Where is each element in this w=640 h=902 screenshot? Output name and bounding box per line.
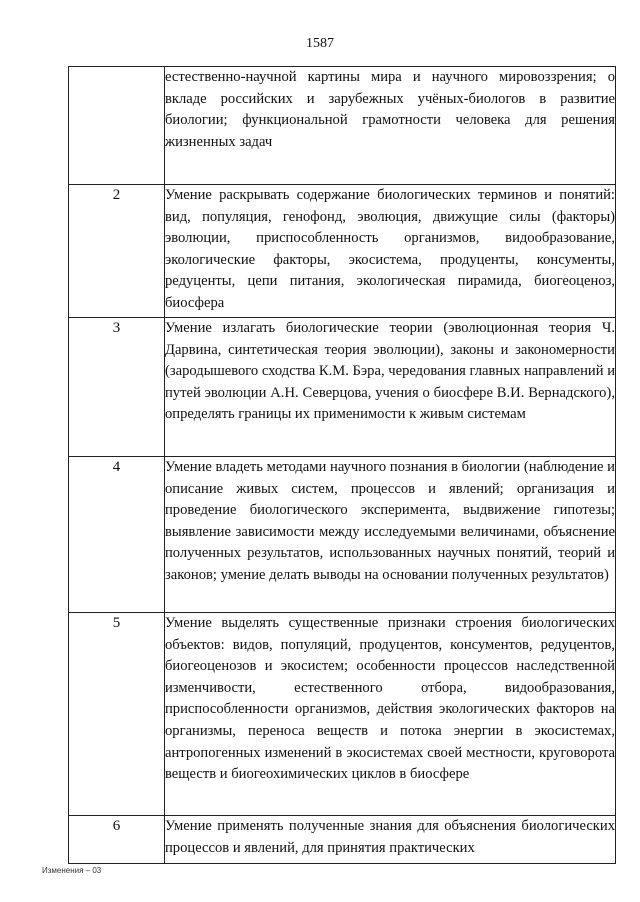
- table-row: [69, 67, 616, 185]
- row-text: Умение раскрывать содержание биологических терминов и понятий: вид, популяция, генофонд, эволюция, движущие силы (факторы) эволюции, приспособленность организмов, видообразование, экологические факторы, экосистема, продуценты, консументы, редуценты, цепи питания, экологическая пирамида, биогеоценоз, биосфера: [165, 185, 616, 318]
- footer-revision: Изменения – 03: [42, 866, 102, 875]
- row-number: 6: [69, 816, 165, 864]
- row-text: Умение владеть методами научного познания в биологии (наблюдение и описание живых систем, процессов и явлений; организация и проведение биологического эксперимента, выдвижение гипотезы; выявление зависимости между исследуемыми величинами, объяснение полученных результатов, использованных научных понятий, теорий и законов; умение делать выводы на основании полученных результатов): [165, 457, 616, 613]
- requirements-table: [68, 66, 616, 864]
- row-number: 4: [69, 457, 165, 613]
- table-row: [69, 816, 616, 864]
- row-text: Умение выделять существенные признаки строения биологических объектов: видов, популяций, продуцентов, консументов, редуцентов, биогеоценозов и экосистем; особенности процессов наследственной изменчивости, естественного отбора, видообразования, приспособленности организмов, действия экологических факторов на организмы, переноса веществ и потока энергии в экосистемах, антропогенных изменений в экосистемах своей местности, круговорота веществ и биогеохимических циклов в биосфере: [165, 613, 616, 816]
- table-row: [69, 457, 616, 613]
- row-number: [69, 67, 165, 185]
- row-number: 3: [69, 318, 165, 457]
- row-text: Умение излагать биологические теории (эволюционная теория Ч. Дарвина, синтетическая теория эволюции), законы и закономерности (зародышевого сходства К.М. Бэра, чередования главных направлений и путей эволюции А.Н. Северцова, учения о биосфере В.И. Вернадского), определять границы их применимости к живым системам: [165, 318, 616, 457]
- row-text: естественно-научной картины мира и научного мировоззрения; о вкладе российских и зарубежных учёных-биологов в развитие биологии; функциональной грамотности человека для решения жизненных задач: [165, 67, 616, 185]
- row-number: 2: [69, 185, 165, 318]
- row-text: Умение применять полученные знания для объяснения биологических процессов и явлений, для принятия практических: [165, 816, 616, 864]
- page-number: 1587: [306, 36, 334, 51]
- row-number: 5: [69, 613, 165, 816]
- table-row: [69, 185, 616, 318]
- table-row: [69, 613, 616, 816]
- table-row: [69, 318, 616, 457]
